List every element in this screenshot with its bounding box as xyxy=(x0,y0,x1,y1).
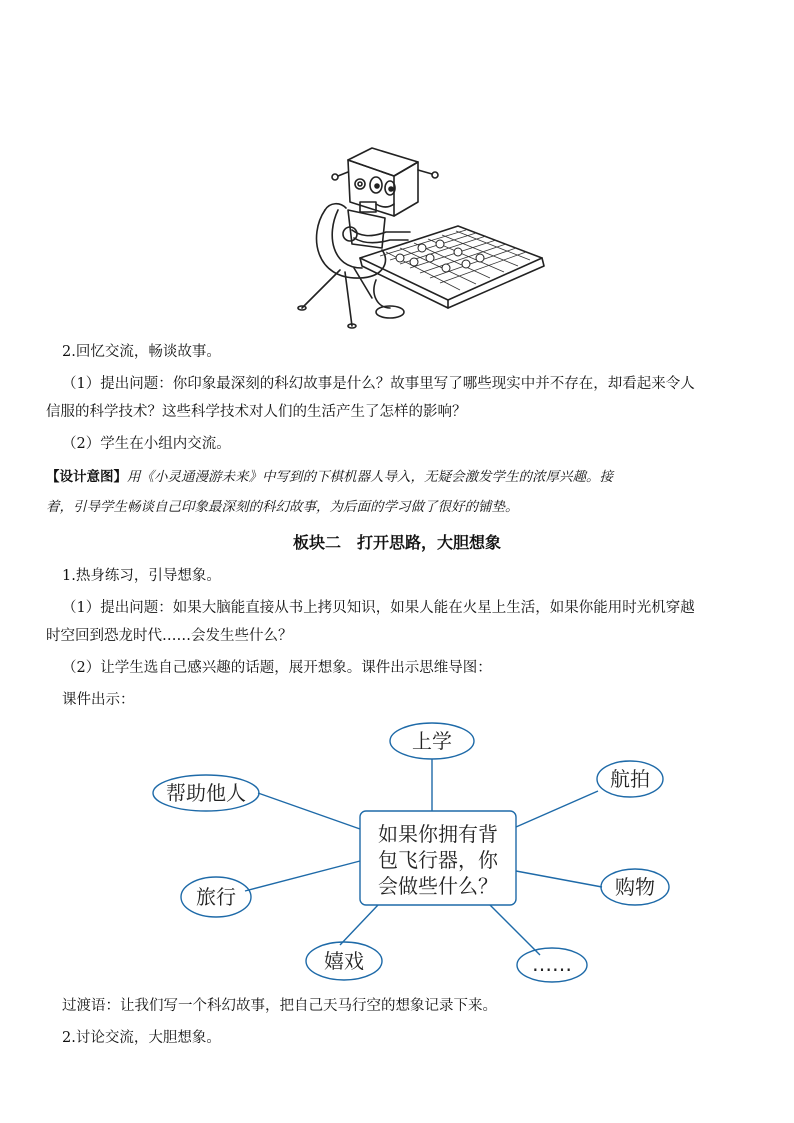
question-1-line1: （1）提出问题：你印象最深刻的科幻故事是什么？故事里写了哪些现实中并不存在，却看起来令人 xyxy=(62,376,695,392)
courseware-label: 课件出示： xyxy=(62,692,135,708)
prompt-2: （2）让学生选自己感兴趣的话题，展开想象。课件出示思维导图： xyxy=(62,660,492,676)
center-line-2: 包飞行器，你 xyxy=(378,848,498,872)
item-1-warmup: 1.热身练习，引导想象。 xyxy=(62,568,221,584)
node-aerial-photo: 航拍 xyxy=(610,767,650,791)
design-intent-line1: 用《小灵通漫游未来》中写到的下棋机器人导入，无疑会激发学生的浓厚兴趣。接 xyxy=(127,469,613,485)
center-line-3: 会做些什么？ xyxy=(378,874,498,898)
section-2-title: 板块二 打开思路，大胆想象 xyxy=(292,533,501,552)
node-play: 嬉戏 xyxy=(324,949,364,973)
prompt-1-line1: （1）提出问题：如果大脑能直接从书上拷贝知识，如果人能在火星上生活，如果你能用时光机穿越 xyxy=(62,600,695,616)
node-shopping: 购物 xyxy=(615,875,655,899)
question-1-line2: 信服的科学技术？这些科学技术对人们的生活产生了怎样的影响？ xyxy=(46,404,467,420)
node-school: 上学 xyxy=(412,729,452,753)
node-travel: 旅行 xyxy=(196,885,236,909)
center-line-1: 如果你拥有背 xyxy=(378,822,498,846)
mind-map xyxy=(0,715,794,990)
question-2: （2）学生在小组内交流。 xyxy=(62,436,231,452)
robot-chess-illustration xyxy=(290,140,550,335)
item-2-recall: 2.回忆交流，畅谈故事。 xyxy=(62,344,221,360)
design-intent-tag: 【设计意图】 xyxy=(46,469,127,485)
design-intent xyxy=(46,462,748,522)
design-intent-line2: 着，引导学生畅谈自己印象最深刻的科幻故事，为后面的学习做了很好的铺垫。 xyxy=(46,499,519,515)
transition-sentence: 过渡语：让我们写一个科幻故事，把自己天马行空的想象记录下来。 xyxy=(62,998,497,1014)
node-ellipsis: …… xyxy=(532,952,572,976)
node-help-others: 帮助他人 xyxy=(166,781,246,805)
item-2-discussion: 2.讨论交流，大胆想象。 xyxy=(62,1030,221,1046)
prompt-1-line2: 时空回到恐龙时代……会发生些什么？ xyxy=(46,628,293,644)
